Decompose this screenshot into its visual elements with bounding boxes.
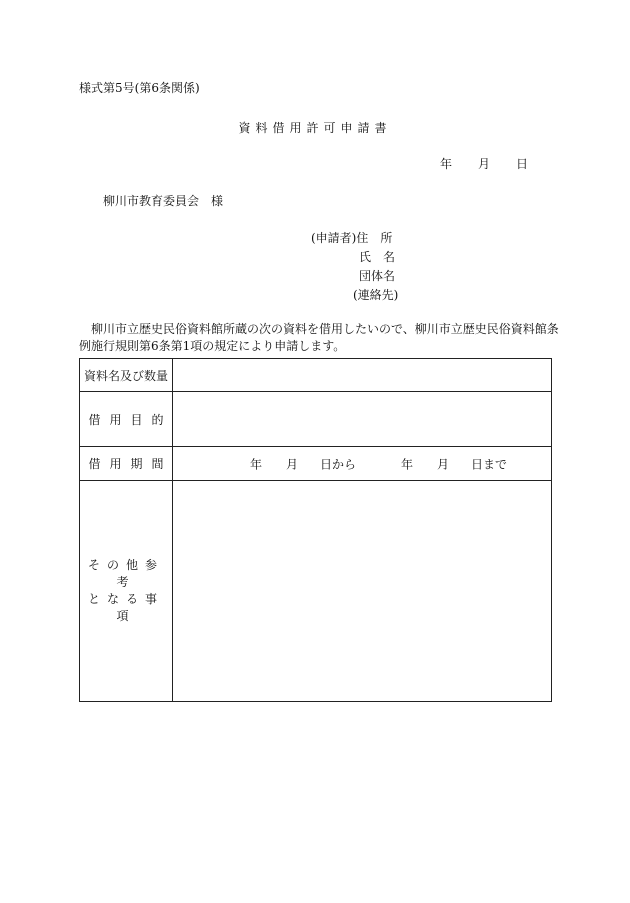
table-row	[80, 359, 552, 392]
other-notes-field[interactable]	[173, 481, 552, 702]
period-from-month: 月	[286, 457, 299, 471]
period-to-year: 年	[401, 457, 414, 471]
date-year: 年	[440, 157, 453, 171]
form-number: 様式第5号(第6条関係)	[79, 81, 200, 95]
table-row	[80, 481, 552, 702]
other-notes-label-line2: となる事項	[87, 592, 164, 623]
group-label: 団体名	[359, 269, 396, 283]
purpose-label: 借用目的	[80, 392, 173, 447]
period-from-day: 日から	[320, 457, 357, 471]
period-to-month: 月	[437, 457, 450, 471]
period-field[interactable]	[173, 447, 552, 481]
date-month: 月	[478, 157, 491, 171]
table-row	[80, 447, 552, 481]
other-notes-label	[80, 481, 173, 702]
period-to-day: 日まで	[471, 457, 508, 471]
contact-label: (連絡先)	[353, 288, 399, 302]
materials-field[interactable]	[173, 359, 552, 392]
date-day: 日	[516, 157, 529, 171]
period-from-year: 年	[250, 457, 263, 471]
other-notes-label-line1: その他参考	[87, 558, 164, 589]
name-label: 氏 名	[359, 250, 396, 264]
address-label: 住 所	[356, 231, 393, 245]
materials-label: 資料名及び数量	[80, 359, 173, 392]
addressee: 柳川市教育委員会 様	[103, 194, 224, 208]
application-table	[79, 358, 552, 702]
table-row	[80, 392, 552, 447]
applicant-address-row	[311, 231, 392, 245]
applicant-prefix: (申請者)	[311, 231, 357, 245]
intro-text: 柳川市立歴史民俗資料館所蔵の次の資料を借用したいので、柳川市立歴史民俗資料館条例施行規則第6条第1項の規定により申請します。	[79, 322, 559, 353]
date-line	[440, 157, 528, 171]
purpose-field[interactable]	[173, 392, 552, 447]
period-label: 借用期間	[80, 447, 173, 481]
document-title: 資料借用許可申請書	[238, 121, 392, 135]
